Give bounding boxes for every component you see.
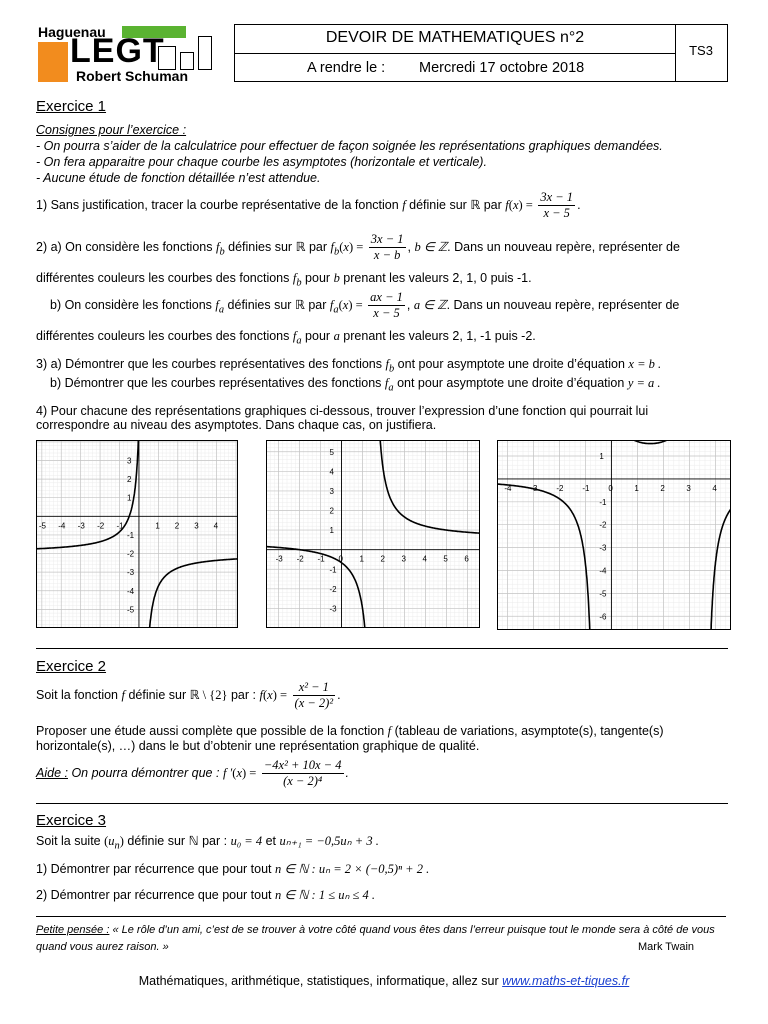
ex2-derivative-fraction: $\frac{\text{−4x² + 10x − 4}}{\text{(x − 2)⁴}}$ (263, 758, 342, 789)
x-tick-label: 1 (359, 554, 364, 564)
curve (36, 440, 139, 549)
q3b-text: b) Démontrer que les courbes représentatives des fonctions (50, 376, 382, 390)
x-tick-label: 3 (194, 521, 199, 531)
x-tick-label: 5 (443, 554, 448, 564)
due-date: Mercredi 17 octobre 2018 (419, 60, 585, 76)
ex1-consignes-title: Consignes pour l’exercice : (36, 123, 187, 137)
ex2-line3: horizontale(s), …) dans le but d’obtenir une représentation graphique de qualité. (36, 739, 480, 753)
x-tick-label: 4 (422, 554, 427, 564)
ex1-consigne-2: - On fera apparaitre pour chaque courbe les asymptotes (horizontale et verticale). (36, 155, 487, 169)
footer-text: Mathématiques, arithmétique, statistiques, informatique, allez sur (138, 974, 499, 988)
q1-fraction: $\frac{3x - 1}{x - 5}$ (540, 190, 574, 221)
q2b-text: b) On considère les fonctions (50, 298, 212, 312)
q2b-fraction: $\frac{ax - 1}{x - 5}$ (370, 290, 403, 321)
y-tick-label: 2 (329, 506, 334, 516)
x-tick-label: 2 (660, 483, 665, 493)
q2b-cond: a ∈ ℤ (413, 298, 447, 312)
header-title: DEVOIR DE MATHEMATIQUES n°2 (325, 29, 585, 46)
graph-1 (36, 440, 238, 628)
graph-2 (266, 440, 480, 628)
ex1-q2b: b) On considère les fonctions $f_a$ définies sur ℝ par $f_a(x)$ = $\frac{ax - 1}{x - 5}$ , a ∈ ℤ. Dans un nouveau repère, représenter de (50, 290, 680, 321)
y-tick-label: 1 (599, 452, 604, 462)
y-tick-label: -1 (599, 497, 607, 507)
y-tick-label: 1 (126, 493, 132, 503)
footer-link[interactable]: www.maths-et-tiques.fr (502, 974, 630, 988)
ex1-consigne-1: - On pourra s’aider de la calculatrice pour effectuer de façon soignée les représentations graphiques demandées. (36, 139, 663, 153)
y-tick-label: 1 (329, 526, 334, 536)
ex3-line1: Soit la suite $(u_n)$ définie sur ℕ par : u₀ = 4 et uₙ₊₁ = −0,5uₙ + 3 . (36, 834, 379, 852)
x-tick-label: -2 (296, 554, 304, 564)
x-tick-label: 3 (401, 554, 406, 564)
curve (378, 440, 480, 533)
separator-2 (36, 803, 728, 804)
ex2-aide: Aide : On pourra démontrer que : f ′(x) = $\frac{\text{−4x² + 10x − 4}}{\text{(x − 2)⁴}}$ . (36, 758, 349, 789)
q1-text3: par (483, 198, 502, 212)
ex1-q3b: b) Démontrer que les courbes représentatives des fonctions $f_a$ ont pour asymptote une droite d’équation y = a . (50, 376, 661, 394)
x-tick-label: -4 (58, 521, 66, 531)
logo-bar-3 (198, 36, 212, 70)
y-tick-label: -5 (599, 589, 607, 599)
q2a-cond: b ∈ ℤ (414, 240, 448, 254)
q2a-line2c: prenant les valeurs 2, 1, 0 puis -1. (343, 271, 532, 285)
separator-1 (36, 648, 728, 649)
q2a-fraction: $\frac{3x - 1}{x - b}$ (370, 232, 404, 263)
x-tick-label: 3 (686, 483, 691, 493)
ex1-q4-line1: 4) Pour chacune des représentations graphiques ci-dessous, trouver l’expression d’une fonction qui pourrait lui (36, 404, 649, 418)
ex1-q2b-line2: différentes couleurs les courbes des fonctions $f_a$ pour a prenant les valeurs 2, 1, -1 puis -2. (36, 329, 536, 347)
y-tick-label: -3 (599, 543, 607, 553)
ex1-q2a-line2: différentes couleurs les courbes des fonctions $f_b$ pour b prenant les valeurs 2, 1, 0 puis -1. (36, 271, 532, 289)
y-tick-label: 3 (126, 456, 132, 466)
q3b-eq: y = a . (627, 376, 661, 390)
y-tick-label: 3 (329, 486, 334, 496)
ex3-q1: 1) Démontrer par récurrence que pour tout n ∈ ℕ : uₙ = 2 × (−0,5)ⁿ + 2 . (36, 862, 430, 876)
x-tick-label: -2 (97, 521, 105, 531)
ex3-rec: uₙ₊₁ = −0,5uₙ + 3 . (279, 834, 379, 848)
y-tick-label: -2 (329, 584, 337, 594)
y-tick-label: 5 (329, 447, 334, 457)
pensee-text2: quand vous aurez raison. » (36, 941, 169, 953)
x-tick-label: -1 (116, 521, 124, 531)
logo-bottom-text: Robert Schuman (76, 68, 189, 84)
ex2-fraction: $\frac{\text{x² − 1}}{\text{(x − 2)²}}$ (294, 680, 334, 711)
ex2-line1: Soit la fonction f définie sur ℝ \ {2} par : f(x) = $\frac{\text{x² − 1}}{\text{(x − 2)²}}$ . (36, 680, 341, 711)
x-tick-label: -1 (582, 483, 590, 493)
logo-orange-square (38, 42, 68, 82)
y-tick-label: -3 (126, 568, 135, 578)
ex3-q1-formula: n ∈ ℕ : uₙ = 2 × (−0,5)ⁿ + 2 . (275, 862, 430, 876)
ex3-q2-formula: n ∈ ℕ : 1 ≤ uₙ ≤ 4 . (275, 888, 376, 902)
q1-text: 1) Sans justification, tracer la courbe représentative de la fonction (36, 198, 399, 212)
ex3-u0: u₀ = 4 (230, 834, 263, 848)
separator-3 (36, 916, 726, 917)
y-tick-label: -4 (126, 586, 135, 596)
x-tick-label: -3 (530, 483, 538, 493)
q3a-text: 3) a) Démontrer que les courbes représentatives des fonctions (36, 357, 383, 371)
y-tick-label: 4 (329, 467, 334, 477)
x-tick-label: 0 (608, 483, 613, 493)
x-tick-label: -3 (275, 554, 283, 564)
logo-top-text: Haguenau (38, 24, 106, 40)
y-tick-label: -2 (599, 520, 607, 530)
pensee (36, 922, 726, 938)
q2a-text: 2) a) On considère les fonctions (36, 240, 213, 254)
ex1-q1: 1) Sans justification, tracer la courbe représentative de la fonction f définie sur ℝ par f(x) = $\frac{3x - 1}{x - 5}$ . (36, 190, 581, 221)
pensee-label: Petite pensée : (36, 924, 110, 936)
q2b-line2c: prenant les valeurs 2, 1, -1 puis -2. (343, 329, 536, 343)
x-tick-label: 2 (174, 521, 180, 531)
x-tick-label: -5 (38, 521, 46, 531)
header-box (234, 24, 728, 82)
x-tick-label: -3 (77, 521, 85, 531)
q2a-line2: différentes couleurs les courbes des fonctions (36, 271, 290, 285)
y-tick-label: -2 (126, 549, 135, 559)
ex2-set: ℝ \ {2} (189, 688, 228, 702)
y-tick-label: -1 (126, 530, 135, 540)
x-tick-label: 4 (213, 521, 219, 531)
x-tick-label: 2 (380, 554, 385, 564)
ex3-q2: 2) Démontrer par récurrence que pour tout n ∈ ℕ : 1 ≤ uₙ ≤ 4 . (36, 888, 376, 902)
aide-label: Aide : (36, 766, 68, 780)
school-logo (36, 24, 222, 84)
header-divider (235, 53, 675, 54)
q3-mid: ont pour asymptote une droite d’équation (397, 357, 625, 371)
y-tick-label: -4 (599, 566, 607, 576)
x-tick-label: 6 (464, 554, 469, 564)
q2a-line2b: pour (305, 271, 331, 285)
x-tick-label: 4 (712, 483, 717, 493)
logo-big-text: LEGT (70, 32, 165, 70)
x-tick-label: 0 (338, 554, 343, 564)
x-tick-label: 1 (634, 483, 639, 493)
q1-text2: définie sur (409, 198, 467, 212)
x-tick-label: -4 (504, 483, 512, 493)
x-tick-label: -2 (556, 483, 564, 493)
y-tick-label: 2 (126, 475, 132, 485)
q2a-after: . Dans un nouveau repère, représenter de (447, 240, 680, 254)
due-label: A rendre le : (307, 60, 386, 76)
pensee-author: Mark Twain (638, 941, 695, 953)
x-tick-label: 1 (155, 521, 160, 531)
y-tick-label: -1 (329, 565, 337, 575)
logo-bar-1 (158, 46, 176, 70)
graph-3 (497, 440, 731, 630)
ex3-title: Exercice 3 (36, 812, 107, 829)
q2a-text2: définies sur (228, 240, 293, 254)
y-tick-label: -5 (126, 605, 135, 615)
ex1-q2a: 2) a) On considère les fonctions $f_b$ définies sur ℝ par $f_b(x)$ = $\frac{3x - 1}{x - b}$ , b ∈ ℤ. Dans un nouveau repère, représenter de (36, 232, 680, 263)
ex1-consigne-3: - Aucune étude de fonction détaillée n’est attendue. (36, 171, 321, 185)
x-tick-label: -1 (317, 554, 325, 564)
ex1-title: Exercice 1 (36, 98, 107, 115)
footer (0, 974, 768, 988)
y-tick-label: -3 (329, 604, 337, 614)
pensee-text: « Le rôle d’un ami, c’est de se trouver à votre côté quand vous êtes dans l’erreur puisque tout le monde sera à côté de vous (112, 924, 715, 936)
q2a-text3: par (308, 240, 328, 254)
y-tick-label: -6 (599, 612, 607, 622)
class-name: TS3 (689, 43, 713, 58)
ex2-line2: Proposer une étude aussi complète que possible de la fonction f (tableau de variations, asymptote(s), tangente(s) (36, 724, 664, 738)
ex1-q4-line2: correspondre au niveau des asymptotes. Dans chaque cas, on justifiera. (36, 418, 437, 432)
ex1-q3a: 3) a) Démontrer que les courbes représentatives des fonctions $f_b$ ont pour asymptote une droite d’équation x = b . (36, 357, 662, 375)
q3a-eq: x = b . (628, 357, 662, 371)
ex2-title: Exercice 2 (36, 658, 107, 675)
